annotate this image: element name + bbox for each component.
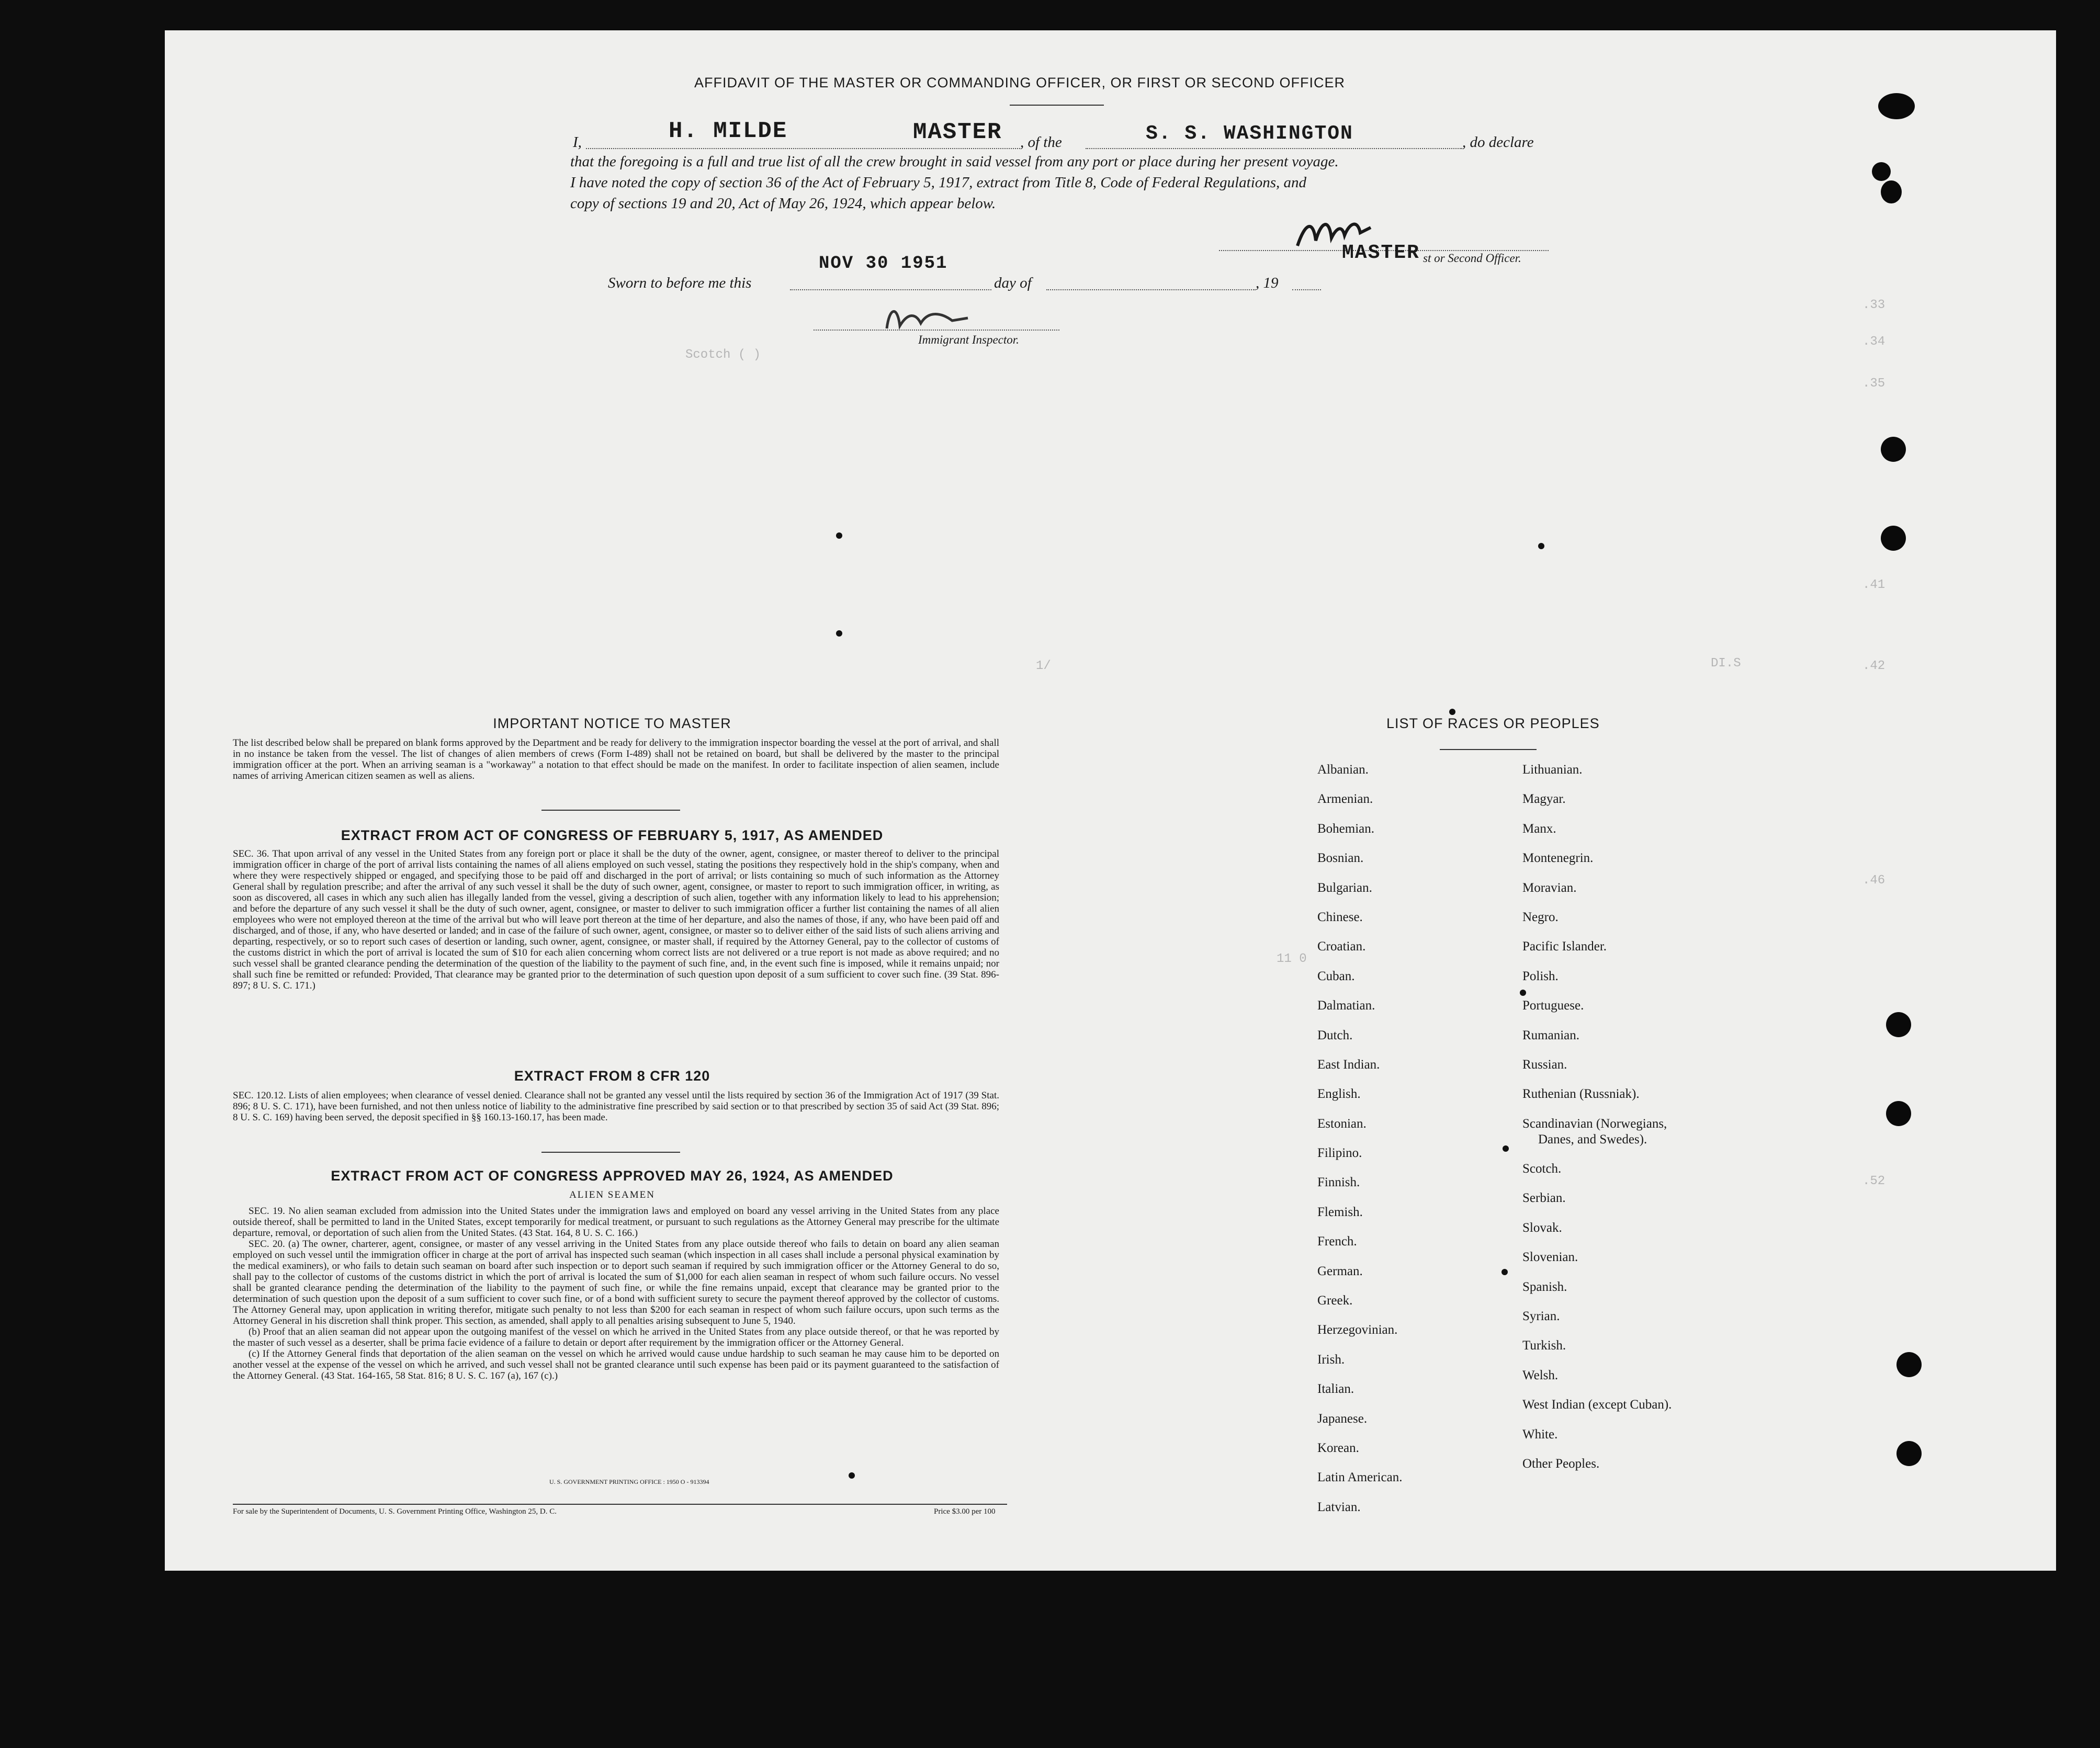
printer-imprint: U. S. GOVERNMENT PRINTING OFFICE : 1950 O - 913394 bbox=[549, 1478, 709, 1485]
race-entry: Montenegrin. bbox=[1522, 851, 1594, 866]
extract-1917-body: SEC. 36. That upon arrival of any vessel in the United States from any foreign port or place it shall be the duty of the owner, agent, consignee, or master thereof to deliver to the principal immigration officer in charge of the port of arrival lists containing the names of all aliens employed on such vessel, stating the positions they respectively hold in the ship's company, when and where they were respectively shipped or engaged, and specifying those to be paid off and discharged in the port of arrival; or lists containing so much of such information as the Attorney General shall by regulation prescribe; and after the arrival of any such vessel it shall be the duty of such owner, agent, consignee, or master to report to such immigration officer, in writing, as soon as discovered, all cases in which any such alien has illegally landed from the vessel, giving a description of such alien, together with any information likely to lead to his apprehension; and before the departure of any such vessel it shall be the duty of such owner, agent, consignee, or master to deliver to such immigration officer a further list containing the names of all alien employees who were not employed thereon at the time of the arrival but who will leave port thereon at the time of her departure, and also the names of those, if any, who have been paid off and discharged, and of those, if any, who have deserted or landed; and in case of the failure of such owner, agent, consignee, or master so to deliver either of the said lists of such aliens arriving and departing, respectively, or so to report such cases of desertion or landing, such owner, agent, consignee, or master shall, if required by the Attorney General, pay to the collector of customs of the customs district in which the port of arrival is located the sum of $10 for each alien concerning whom correct lists are not delivered or a true report is not made as above required; and no such vessel shall be granted clearance pending the determination of the question of the liability to the payment of such fine, and, in the event such fine is imposed, while it remains unpaid; nor shall such fine be remitted or refunded: Provided, That clearance may be granted prior to the determination of such question upon deposit of a sum sufficient to cover such fine. (39 Stat. 896-897; 8 U. S. C. 171.) bbox=[233, 848, 999, 991]
punch-hole bbox=[1886, 1012, 1911, 1037]
sworn-date-stamp: NOV 30 1951 bbox=[819, 254, 948, 274]
extract-cfr-title: EXTRACT FROM 8 CFR 120 bbox=[514, 1068, 710, 1084]
punch-hole bbox=[1881, 437, 1906, 462]
punch-hole bbox=[1886, 1101, 1911, 1126]
race-entry: Cuban. bbox=[1317, 969, 1355, 983]
race-entry: Dalmatian. bbox=[1317, 998, 1375, 1013]
punch-hole bbox=[1896, 1441, 1922, 1466]
extract-1924-subtitle: ALIEN SEAMEN bbox=[569, 1189, 655, 1200]
i-label: I, bbox=[573, 134, 582, 151]
races-column-1 bbox=[1317, 763, 1402, 1529]
race-entry: Manx. bbox=[1522, 821, 1556, 836]
extract-1924-title: EXTRACT FROM ACT OF CONGRESS APPROVED MAY 26, 1924, AS AMENDED bbox=[331, 1168, 894, 1184]
race-entry: Irish. bbox=[1317, 1352, 1345, 1367]
year-prefix: , 19 bbox=[1256, 275, 1279, 291]
affidavit-line-4: copy of sections 19 and 20, Act of May 26, 1924, which appear below. bbox=[570, 195, 996, 212]
sec-20a-paragraph: SEC. 20. (a) The owner, charterer, agent, consignee, or master of any vessel arriving in the United States from any place outside thereof who fails to detain on board any alien seaman employed on such vessel until the immigration officer in charge at the port of arrival has inspected such seaman (which inspection in all cases shall include a personal physical examination by the medical examiners), or who fails to detain such seaman on board after such inspection or to deport such seaman if required by such immigration officer or the Attorney General to do so, shall pay to the collector of customs of the customs district in which the port of arrival is located the sum of $1,000 for each alien seaman in respect of whom such failure occurs. No vessel shall be granted clearance pending the determination of the liability to the payment of such fine, or while the fine remains unpaid, except that clearance may be granted prior to the determination of such question upon the deposit of a sum sufficient to cover such fine, or of a bond with sufficient surety to secure the payment thereof approved by the collector of customs. The Attorney General may, upon application in writing therefor, mitigate such penalty to not less than $200 for each seaman in respect of whom such failure occurs, upon such terms as the Attorney General in his discretion shall think proper. This section, as amended, shall apply to all penalties arising subsequent to June 5, 1940. bbox=[233, 1239, 999, 1326]
race-entry: East Indian. bbox=[1317, 1057, 1380, 1072]
do-declare-label: , do declare bbox=[1462, 134, 1534, 151]
extract-cfr-body: SEC. 120.12. Lists of alien employees; when clearance of vessel denied. Clearance shall not be granted any vessel until the lists required by section 36 of the Immigration Act of 1917 (39 Stat. 896; 8 U. S. C. 171), have been furnished, and not then unless notice of liability to the administrative fine prescribed by said section or to that prescribed by section 35 of said Act (39 Stat. 896; 8 U. S. C. 169) having been served, the deposit specified in §§ 160.13-160.17, has been made. bbox=[233, 1090, 999, 1123]
notice-title: IMPORTANT NOTICE TO MASTER bbox=[493, 716, 731, 731]
master-name: H. MILDE bbox=[669, 118, 788, 144]
race-entry: Chinese. bbox=[1317, 910, 1363, 924]
race-entry: Scotch. bbox=[1522, 1162, 1562, 1176]
signature-stamp: MASTER bbox=[1342, 242, 1420, 264]
race-entry: Pacific Islander. bbox=[1522, 939, 1607, 954]
race-entry: Italian. bbox=[1317, 1382, 1354, 1397]
punch-hole bbox=[1896, 1352, 1922, 1377]
sec-20c-paragraph: (c) If the Attorney General finds that deportation of the alien seaman on the vessel on which he arrived would cause undue hardship to such seaman he may cause him to be deported on another vessel at the expense of the vessel on which he arrived, and such vessel shall not be granted clearance until such expense has been paid or its payment guaranteed to the satisfaction of the Attorney General. (43 Stat. 164-165, 58 Stat. 816; 8 U. S. C. 167 (a), 167 (c).) bbox=[233, 1348, 999, 1381]
sec-20b-paragraph: (b) Proof that an alien seaman did not appear upon the outgoing manifest of the vessel on which he arrived in the United States from any place outside thereof, or that he was reported by the master of such vessel as a deserter, shall be prima facie evidence of a failure to detain or deport after requirement by the immigration officer or the Attorney General. bbox=[233, 1326, 999, 1348]
race-entry: Flemish. bbox=[1317, 1205, 1363, 1219]
race-entry: Welsh. bbox=[1522, 1368, 1559, 1382]
of-the-label: , of the bbox=[1020, 134, 1062, 151]
signature-caption: st or Second Officer. bbox=[1423, 252, 1521, 265]
day-of-label: day of bbox=[994, 275, 1032, 291]
race-entry: Ruthenian (Russniak). bbox=[1522, 1087, 1640, 1102]
race-entry: Russian. bbox=[1522, 1057, 1567, 1072]
footer-left: For sale by the Superintendent of Documents, U. S. Government Printing Office, Washington 25, D. C. bbox=[233, 1507, 557, 1516]
punch-hole bbox=[1878, 93, 1915, 119]
race-entry: Danes, and Swedes). bbox=[1538, 1132, 1647, 1147]
inspector-caption: Immigrant Inspector. bbox=[918, 333, 1019, 346]
race-entry: Lithuanian. bbox=[1522, 763, 1583, 777]
race-entry: Croatian. bbox=[1317, 939, 1366, 954]
race-entry: Bosnian. bbox=[1317, 851, 1364, 866]
race-entry: Japanese. bbox=[1317, 1411, 1368, 1426]
race-entry: Rumanian. bbox=[1522, 1028, 1580, 1042]
inspector-signature bbox=[879, 297, 973, 339]
race-entry: French. bbox=[1317, 1234, 1357, 1249]
race-entry: English. bbox=[1317, 1087, 1361, 1102]
race-entry: Slovenian. bbox=[1522, 1250, 1578, 1265]
race-entry: Syrian. bbox=[1522, 1309, 1560, 1324]
footer-right: Price $3.00 per 100 bbox=[934, 1507, 996, 1516]
races-column-2 bbox=[1522, 763, 1672, 1486]
race-entry: Filipino. bbox=[1317, 1146, 1362, 1161]
race-entry: Herzegovinian. bbox=[1317, 1323, 1398, 1337]
affidavit-heading: AFFIDAVIT OF THE MASTER OR COMMANDING OFFICER, OR FIRST OR SECOND OFFICER bbox=[694, 75, 1346, 90]
race-entry: Dutch. bbox=[1317, 1028, 1353, 1042]
affidavit-line-2: that the foregoing is a full and true list of all the crew brought in said vessel from any port or place during her present voyage. bbox=[570, 153, 1339, 170]
race-entry: Albanian. bbox=[1317, 763, 1369, 777]
race-entry: Greek. bbox=[1317, 1293, 1353, 1308]
race-entry: Armenian. bbox=[1317, 792, 1373, 807]
race-entry: Negro. bbox=[1522, 910, 1559, 924]
race-entry: Spanish. bbox=[1522, 1279, 1567, 1294]
race-entry: White. bbox=[1522, 1427, 1558, 1441]
race-entry: Bulgarian. bbox=[1317, 880, 1372, 895]
race-entry: Serbian. bbox=[1522, 1191, 1566, 1206]
race-entry: Turkish. bbox=[1522, 1338, 1566, 1353]
race-entry: Finnish. bbox=[1317, 1175, 1360, 1190]
sec-19-paragraph: SEC. 19. No alien seaman excluded from admission into the United States under the immigration laws and employed on board any vessel arriving in the United States from any place outside thereof, shall be permitted to land in the United States, except temporarily for medical treatment, or pursuant to such regulations as the Attorney General may prescribe for the ultimate departure, removal, or deportation of such alien from the United States. (43 Stat. 164, 8 U. S. C. 166.) bbox=[233, 1206, 999, 1239]
race-entry: West Indian (except Cuban). bbox=[1522, 1398, 1672, 1412]
sworn-label: Sworn to before me this bbox=[608, 275, 752, 291]
race-entry: Other Peoples. bbox=[1522, 1456, 1600, 1471]
master-rank: MASTER bbox=[913, 119, 1002, 145]
race-entry: Polish. bbox=[1522, 969, 1559, 983]
race-entry: Latvian. bbox=[1317, 1500, 1361, 1514]
race-entry: Scandinavian (Norwegians, bbox=[1522, 1116, 1667, 1131]
race-entry: Latin American. bbox=[1317, 1470, 1403, 1485]
race-entry: Portuguese. bbox=[1522, 998, 1584, 1013]
race-entry: Estonian. bbox=[1317, 1116, 1367, 1131]
race-entry: Slovak. bbox=[1522, 1220, 1562, 1235]
race-entry: Bohemian. bbox=[1317, 821, 1375, 836]
punch-hole bbox=[1881, 526, 1906, 551]
extract-1917-title: EXTRACT FROM ACT OF CONGRESS OF FEBRUARY 5, 1917, AS AMENDED bbox=[341, 827, 884, 843]
punch-hole bbox=[1881, 180, 1902, 203]
race-entry: German. bbox=[1317, 1264, 1363, 1278]
notice-body: The list described below shall be prepared on blank forms approved by the Department and be ready for delivery to the immigration inspector boarding the vessel at the port of arrival, and shall in no instance be taken from the vessel. The list of changes of alien members of crews (Form I-489) shall not be retained on board, but shall be delivered by the master to the principal immigration officer at the port. When an arriving seaman is a "workaway" a notation to that effect should be made on the manifest. In order to facilitate inspection of alien seamen, include names of arriving American citizen seamen as well as aliens. bbox=[233, 737, 999, 781]
race-entry: Moravian. bbox=[1522, 880, 1577, 895]
race-entry: Magyar. bbox=[1522, 792, 1566, 807]
punch-hole bbox=[1872, 162, 1891, 181]
races-title: LIST OF RACES OR PEOPLES bbox=[1386, 716, 1600, 731]
vessel-name: S. S. WASHINGTON bbox=[1146, 122, 1353, 145]
race-entry: Korean. bbox=[1317, 1440, 1359, 1455]
affidavit-line-3: I have noted the copy of section 36 of the Act of February 5, 1917, extract from Title 8, Code of Federal Regulations, and bbox=[570, 174, 1307, 191]
